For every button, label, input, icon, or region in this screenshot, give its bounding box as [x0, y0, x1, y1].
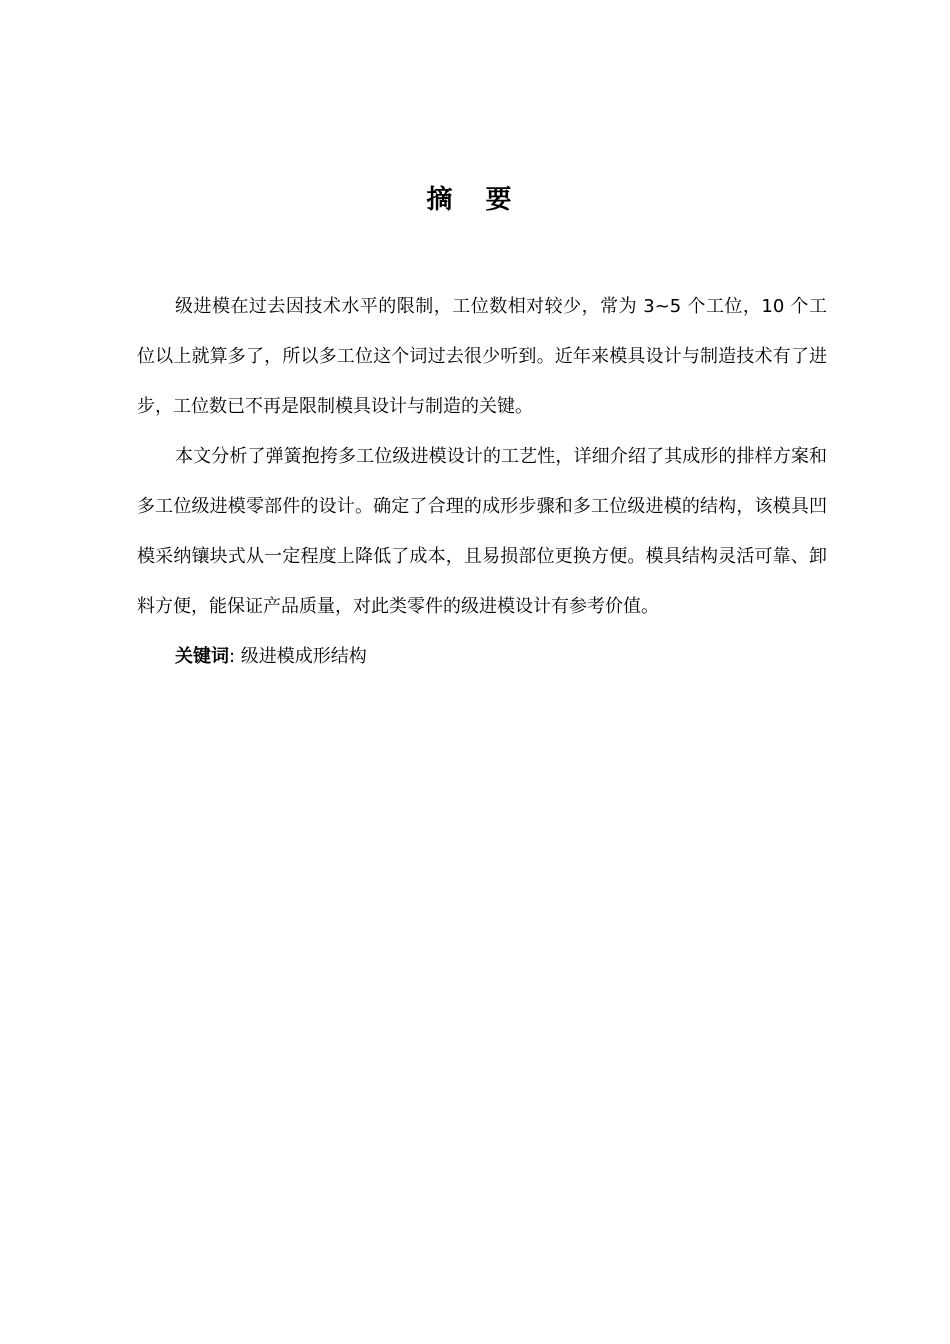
keywords-line: [137, 632, 827, 682]
page-title: 摘 要: [426, 185, 524, 215]
keywords-value: 级进模成形结构: [235, 646, 367, 667]
abstract-paragraph-2: 本文分析了弹簧抱挎多工位级进模设计的工艺性，详细介绍了其成形的排样方案和多工位级进模零部件的设计。确定了合理的成形步骤和多工位级进模的结构，该模具凹模采纳镶块式从一定程度上降低了成本，且易损部位更换方便。模具结构灵活可靠、卸料方便，能保证产品质量，对此类零件的级进模设计有参考价值。: [137, 446, 827, 617]
abstract-paragraph-1: 级进模在过去因技术水平的限制，工位数相对较少，常为 3~5 个工位，10 个工位以上就算多了，所以多工位这个词过去很少听到。近年来模具设计与制造技术有了进步，工位数已不再是限制模具设计与制造的关键。: [137, 296, 827, 417]
keywords-separator: :: [229, 646, 236, 667]
abstract-body: [137, 282, 827, 682]
keywords-label: 关键词: [175, 646, 229, 667]
